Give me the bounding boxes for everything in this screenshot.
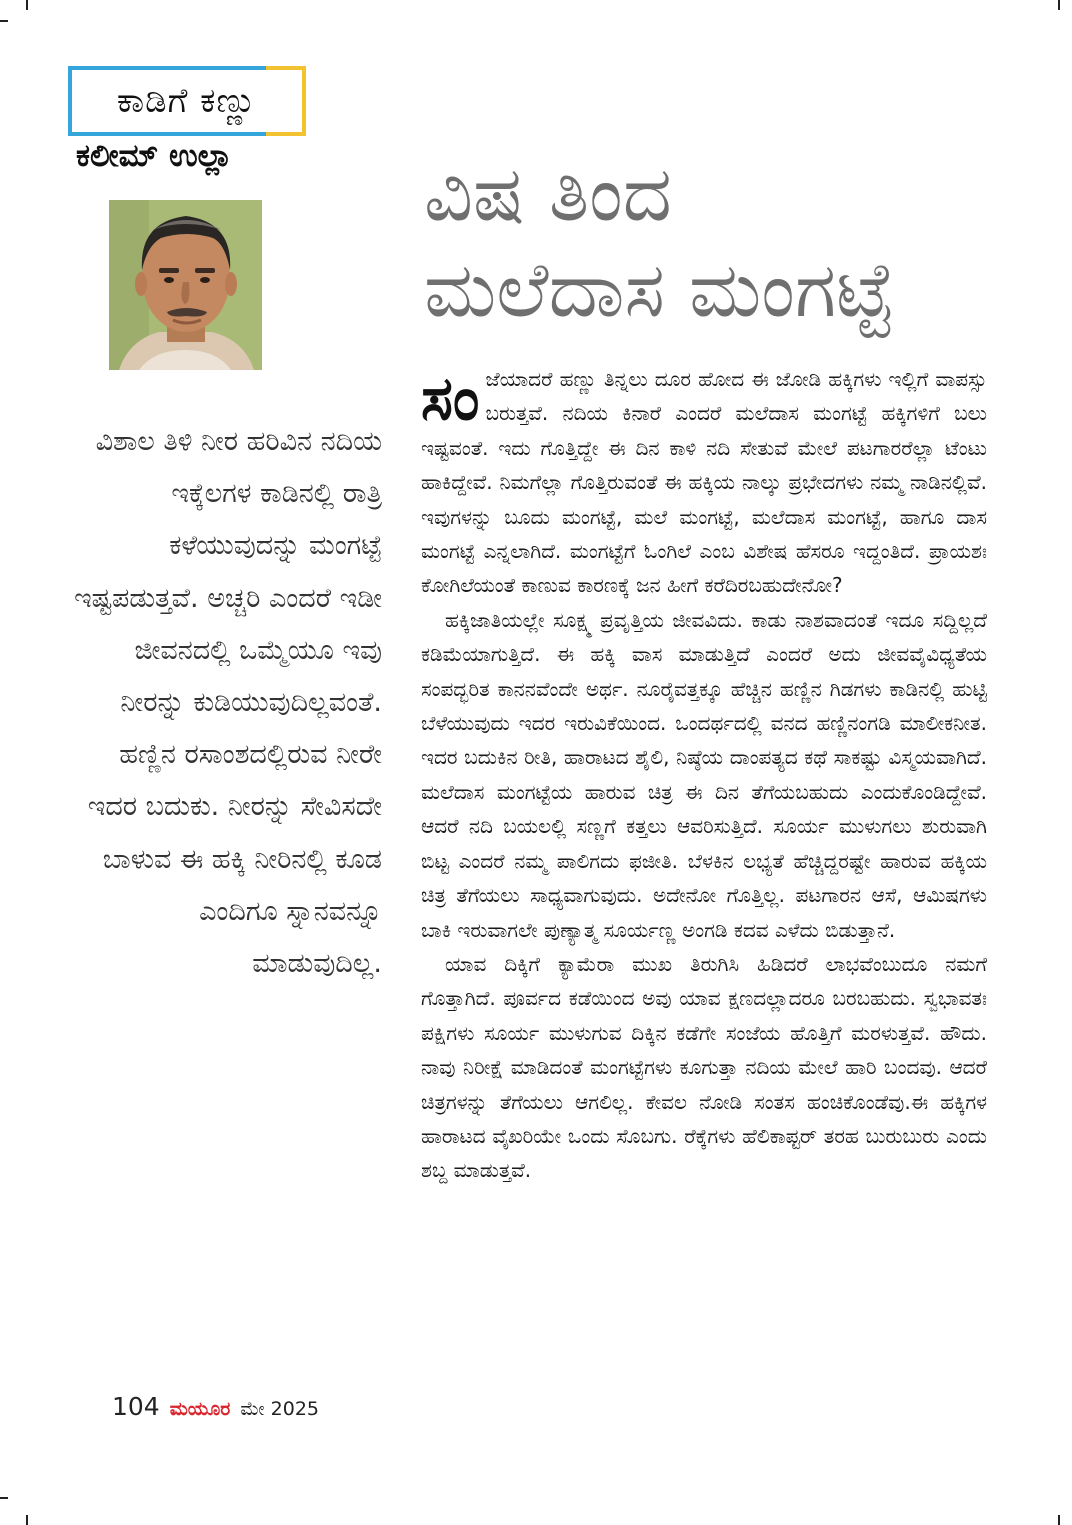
issue-date: ಮೇ 2025 bbox=[240, 1398, 320, 1420]
author-name: ಕಲೀಮ್ ಉಲ್ಲಾ bbox=[76, 138, 233, 174]
paragraph-3: ಯಾವ ದಿಕ್ಕಿಗೆ ಕ್ಯಾಮೆರಾ ಮುಖ ತಿರುಗಿಸಿ ಹಿಡಿದರೆ ಲಾಭವೆಂಬುದೂ ನಮಗೆ ಗೊತ್ತಾಗಿದೆ. ಪೂರ್ವದ ಕಡೆಯಿಂದ ಅವು ಯಾವ ಕ್ಷಣದಲ್ಲಾದರೂ ಬರಬಹುದು. ಸ್ವಭಾವತಃ ಪಕ್ಷಿಗಳು ಸೂರ್ಯ ಮುಳುಗುವ ದಿಕ್ಕಿನ ಕಡೆಗೇ ಸಂಜೆಯ ಹೊತ್ತಿಗೆ ಮರಳುತ್ತವೆ. ಹೌದು. ನಾವು ನಿರೀಕ್ಷೆ ಮಾಡಿದಂತೆ ಮಂಗಟ್ಟೆಗಳು ಕೂಗುತ್ತಾ ನದಿಯ ಮೇಲೆ ಹಾರಿ ಬಂದವು. ಆದರೆ ಚಿತ್ರಗಳನ್ನು ತೆಗೆಯಲು ಆಗಲಿಲ್ಲ. ಕೇವಲ ನೋಡಿ ಸಂತಸ ಹಂಚಿಕೊಂಡೆವು.ಈ ಹಕ್ಕಿಗಳ ಹಾರಾಟದ ವೈಖರಿಯೇ ಒಂದು ಸೊಬಗು. ರೆಕ್ಕೆಗಳು ಹೆಲಿಕಾಪ್ಟರ್ ತರಹ ಬುರುಬುರು ಎಂದು ಶಬ್ದ ಮಾಡುತ್ತವೆ. bbox=[421, 951, 987, 1183]
page-footer bbox=[112, 1392, 319, 1421]
author-portrait bbox=[109, 200, 262, 370]
crop-mark bbox=[26, 0, 28, 10]
paragraph-2: ಹಕ್ಕಿಜಾತಿಯಲ್ಲೇ ಸೂಕ್ಷ್ಮ ಪ್ರವೃತ್ತಿಯ ಜೀವವಿದು. ಕಾಡು ನಾಶವಾದಂತೆ ಇದೂ ಸದ್ದಿಲ್ಲದೆ ಕಡಿಮೆಯಾಗುತ್ತಿದೆ. ಈ ಹಕ್ಕಿ ವಾಸ ಮಾಡುತ್ತಿದೆ ಎಂದರೆ ಅದು ಜೀವವೈವಿಧ್ಯತೆಯ ಸಂಪದ್ಭರಿತ ಕಾನನವೆಂದೇ ಅರ್ಥ. ನೂರೈವತ್ತಕ್ಕೂ ಹೆಚ್ಚಿನ ಹಣ್ಣಿನ ಗಿಡಗಳು ಕಾಡಿನಲ್ಲಿ ಹುಟ್ಟಿ ಬೆಳೆಯುವುದು ಇದರ ಇರುವಿಕೆಯಿಂದ. ಒಂದರ್ಥದಲ್ಲಿ ವನದ ಹಣ್ಣಿನಂಗಡಿ ಮಾಲೀಕನೀತ. ಇದರ ಬದುಕಿನ ರೀತಿ, ಹಾರಾಟದ ಶೈಲಿ, ನಿಷ್ಠೆಯ ದಾಂಪತ್ಯದ ಕಥೆ ಸಾಕಷ್ಟು ವಿಸ್ಮಯವಾಗಿದೆ. ಮಲೆದಾಸ ಮಂಗಟ್ಟೆಯ ಹಾರುವ ಚಿತ್ರ ಈ ದಿನ ತೆಗೆಯಬಹುದು ಎಂದುಕೊಂಡಿದ್ದೇವೆ. ಆದರೆ ನದಿ ಬಯಲಲ್ಲಿ ಸಣ್ಣಗೆ ಕತ್ತಲು ಆವರಿಸುತ್ತಿದೆ. ಸೂರ್ಯ ಮುಳುಗಲು ಶುರುವಾಗಿ ಬಿಟ್ಟ ಎಂದರೆ ನಮ್ಮ ಪಾಲಿಗದು ಫಜೀತಿ. ಬೆಳಕಿನ ಲಭ್ಯತೆ ಹೆಚ್ಚಿದ್ದರಷ್ಟೇ ಹಾರುವ ಹಕ್ಕಿಯ ಚಿತ್ರ ತೆಗೆಯಲು ಸಾಧ್ಯವಾಗುವುದು. ಅದೇನೋ ಗೊತ್ತಿಲ್ಲ. ಪಟಗಾರನ ಆಸೆ, ಆಮಿಷಗಳು ಬಾಕಿ ಇರುವಾಗಲೇ ಪುಣ್ಯಾತ್ಮ ಸೂರ್ಯಣ್ಣ ಅಂಗಡಿ ಕದವ ಎಳೆದು ಬಿಡುತ್ತಾನೆ. bbox=[421, 607, 987, 942]
column-logo-text: ಕಾಡಿಗೆ ಕಣ್ಣು bbox=[116, 81, 258, 121]
article-body bbox=[421, 362, 987, 1188]
paragraph-1 bbox=[421, 362, 987, 603]
page-number: 104 bbox=[112, 1392, 160, 1421]
author-photo bbox=[109, 200, 262, 370]
drop-cap: ಸಂ bbox=[421, 364, 480, 434]
crop-mark bbox=[26, 1515, 28, 1525]
crop-mark bbox=[1058, 1515, 1060, 1525]
column-logo bbox=[68, 66, 306, 136]
magazine-name: ಮಯೂರ bbox=[169, 1398, 231, 1420]
headline-line-1: ವಿಷ ತಿಂದ bbox=[424, 149, 672, 238]
paragraph-1-text: ಜೆಯಾದರೆ ಹಣ್ಣು ತಿನ್ನಲು ದೂರ ಹೋದ ಈ ಜೋಡಿ ಹಕ್ಕಿಗಳು ಇಲ್ಲಿಗೆ ವಾಪಸ್ಸು ಬರುತ್ತವೆ. ನದಿಯ ಕಿನಾರೆ ಎಂದರೆ ಮಲೆದಾಸ ಮಂಗಟ್ಟೆ ಹಕ್ಕಿಗಳಿಗೆ ಬಲು ಇಷ್ಟವಂತೆ. ಇದು ಗೊತ್ತಿದ್ದೇ ಈ ದಿನ ಕಾಳಿ ನದಿ ಸೇತುವೆ ಮೇಲೆ ಪಟಗಾರರೆಲ್ಲಾ ಟೆಂಟು ಹಾಕಿದ್ದೇವೆ. ನಿಮಗೆಲ್ಲಾ ಗೊತ್ತಿರುವಂತೆ ಈ ಹಕ್ಕಿಯ ನಾಲ್ಕು ಪ್ರಭೇದಗಳು ನಮ್ಮ ನಾಡಿನಲ್ಲಿವೆ. ಇವುಗಳನ್ನು ಬೂದು ಮಂಗಟ್ಟೆ, ಮಲೆ ಮಂಗಟ್ಟೆ, ಮಲೆದಾಸ ಮಂಗಟ್ಟೆ, ಹಾಗೂ ದಾಸ ಮಂಗಟ್ಟೆ ಎನ್ನಲಾಗಿದೆ. ಮಂಗಟ್ಟೆಗೆ ಓಂಗಿಲೆ ಎಂಬ ವಿಶೇಷ ಹೆಸರೂ ಇದ್ದಂತಿದೆ. ಪ್ರಾಯಶಃ ಕೋಗಿಲೆಯಂತೆ ಕಾಣುವ ಕಾರಣಕ್ಕೆ ಜನ ಹೀಗೆ ಕರೆದಿರಬಹುದೇನೋ? bbox=[421, 367, 987, 598]
headline-line-2: ಮಲೆದಾಸ ಮಂಗಟ್ಟೆ bbox=[424, 245, 895, 334]
crop-mark bbox=[1058, 0, 1060, 10]
crop-mark bbox=[0, 20, 8, 22]
article-headline bbox=[424, 146, 1024, 338]
pull-quote: ವಿಶಾಲ ತಿಳಿ ನೀರ ಹರಿವಿನ ನದಿಯ ಇಕ್ಕೆಲಗಳ ಕಾಡಿನಲ್ಲಿ ರಾತ್ರಿ ಕಳೆಯುವುದನ್ನು ಮಂಗಟ್ಟೆ ಇಷ್ಟಪಡುತ್ತವೆ. ಅಚ್ಚರಿ ಎಂದರೆ ಇಡೀ ಜೀವನದಲ್ಲಿ ಒಮ್ಮೆಯೂ ಇವು ನೀರನ್ನು ಕುಡಿಯುವುದಿಲ್ಲವಂತೆ. ಹಣ್ಣಿನ ರಸಾಂಶದಲ್ಲಿರುವ ನೀರೇ ಇದರ ಬದುಕು. ನೀರನ್ನು ಸೇವಿಸದೇ ಬಾಳುವ ಈ ಹಕ್ಕಿ ನೀರಿನಲ್ಲಿ ಕೂಡ ಎಂದಿಗೂ ಸ್ನಾನವನ್ನೂ ಮಾಡುವುದಿಲ್ಲ. bbox=[74, 426, 382, 980]
crop-mark bbox=[0, 1497, 8, 1499]
